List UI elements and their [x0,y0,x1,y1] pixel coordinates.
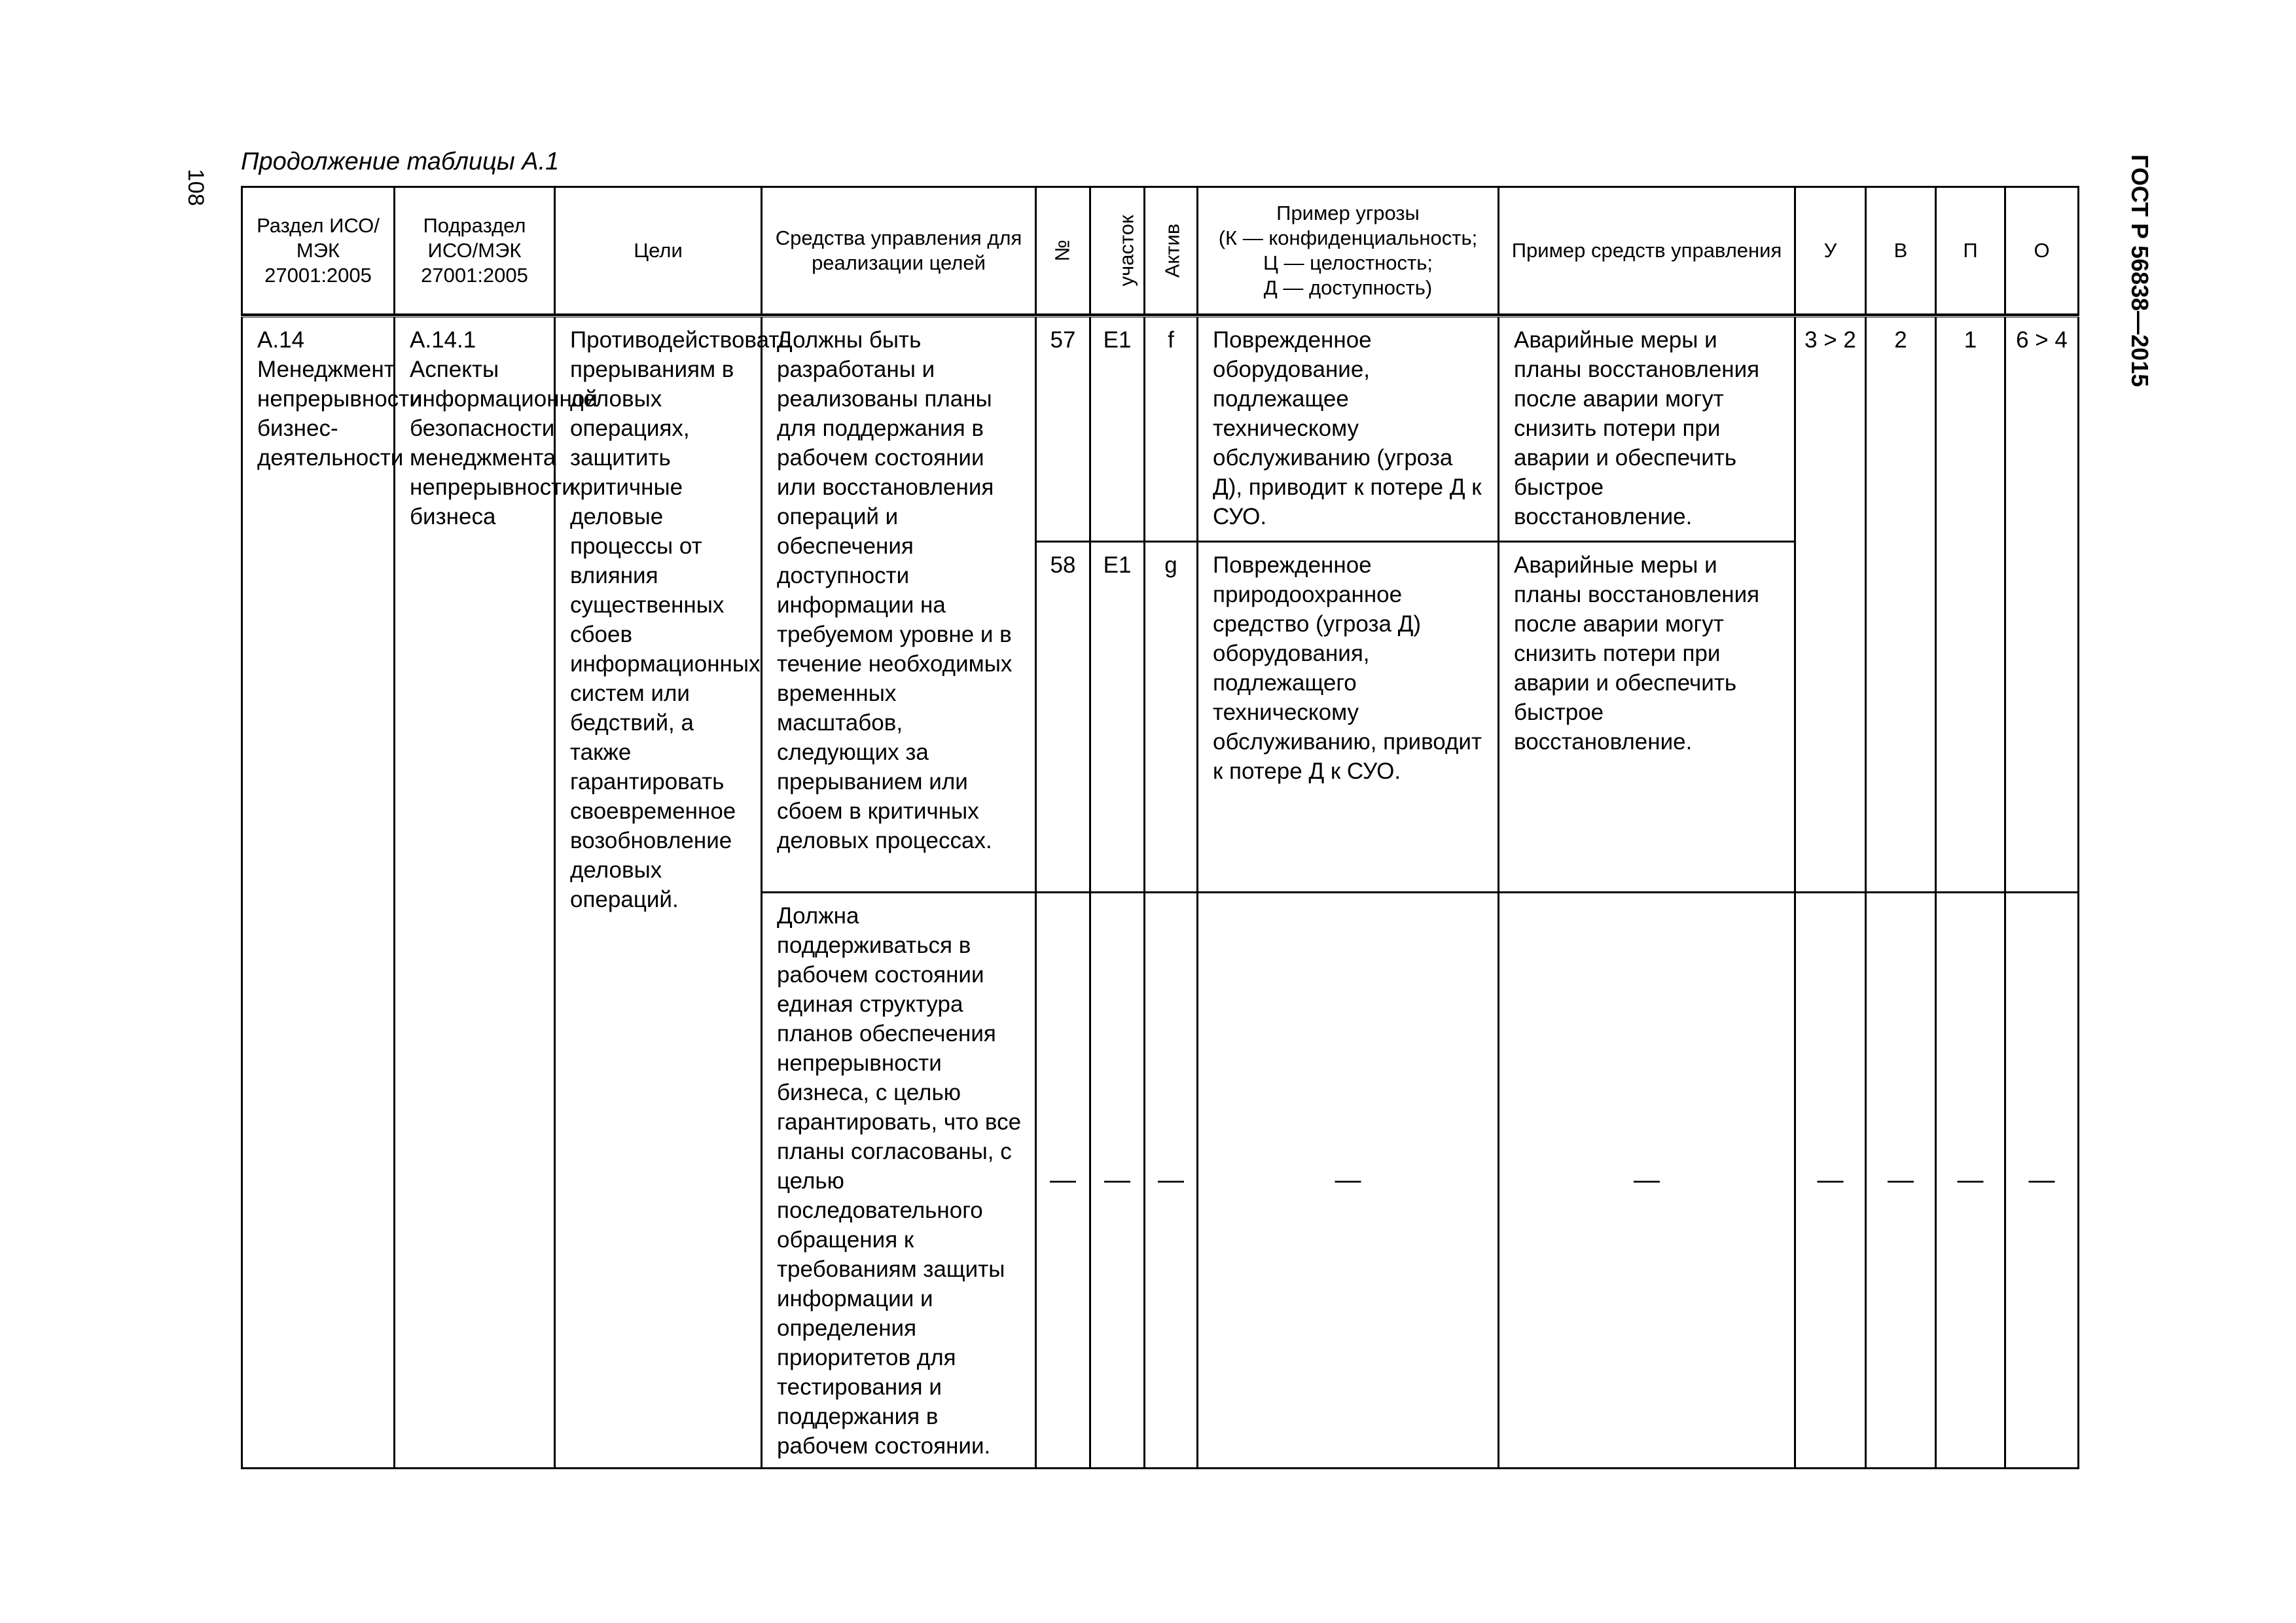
cell-controls-57: Аварийные меры и планы восстановления после аварии могут снизить потери при аварии и обеспечить быстрое восстановление. [1499,317,1795,542]
cell-dash: — [1090,893,1145,1469]
cell-u: 3 > 2 [1795,317,1866,893]
document-code: ГОСТ Р 56838—2015 [2126,154,2153,387]
header-number: № [1036,187,1090,315]
cell-means-2: Должна поддерживаться в рабочем состоянии единая структура планов обеспечения непрерывности бизнеса, с целью гарантировать, что все планы согласованы, с целью последовательного обращения к требованиям защиты информации и определения приоритетов для тестирования и поддержания в рабочем состоянии. [762,893,1036,1469]
header-p: П [1936,187,2005,315]
header-asset: Актив [1145,187,1198,315]
table-caption: Продолжение таблицы А.1 [241,148,560,175]
cell-p: 1 [1936,317,2005,893]
controls-table [241,186,2079,1469]
cell-area-58: E1 [1090,542,1145,893]
cell-dash: — [1036,893,1090,1469]
cell-o: 6 > 4 [2005,317,2079,893]
cell-asset-57: f [1145,317,1198,542]
cell-goals: Противодействовать прерываниям в деловых операциях, защитить критичные деловые процессы от влияния существенных сбоев информационных систем или бедствий, а также гарантировать своевременное возобновление деловых операций. [555,317,762,1469]
header-area: участок [1090,187,1145,315]
header-goals: Цели [555,187,762,315]
cell-number-58: 58 [1036,542,1090,893]
table-row [242,317,2079,542]
header-v: В [1866,187,1936,315]
cell-threat-57: Поврежденное оборудование, подлежащее техническому обслуживанию (угроза Д), приводит к потере Д к СУО. [1198,317,1499,542]
cell-dash: — [1795,893,1866,1469]
cell-dash: — [1499,893,1795,1469]
header-threat: Пример угрозы (К — конфиденциальность; Ц — целостность; Д — доступность) [1198,187,1499,315]
cell-controls-58: Аварийные меры и планы восстановления после аварии могут снизить потери при аварии и обеспечить быстрое восстановление. [1499,542,1795,893]
cell-area-57: E1 [1090,317,1145,542]
cell-v: 2 [1866,317,1936,893]
header-o: О [2005,187,2079,315]
header-controls: Пример средств управления [1499,187,1795,315]
cell-dash: — [1145,893,1198,1469]
cell-asset-58: g [1145,542,1198,893]
header-section: Раздел ИСО/МЭК 27001:2005 [242,187,395,315]
cell-subsection: А.14.1 Аспекты информационной безопасности менеджмента непрерывности бизнеса [395,317,555,1469]
header-row [242,187,2079,315]
cell-dash: — [2005,893,2079,1469]
cell-threat-58: Поврежденное природоохранное средство (угроза Д) оборудования, подлежащего техническому обслуживанию, приводит к потере Д к СУО. [1198,542,1499,893]
header-u: У [1795,187,1866,315]
page-number: 108 [183,169,208,206]
header-means: Средства управления для реализации целей [762,187,1036,315]
cell-dash: — [1866,893,1936,1469]
cell-dash: — [1936,893,2005,1469]
cell-means-1: Должны быть разработаны и реализованы планы для поддержания в рабочем состоянии или восстановления операций и обеспечения доступности информации на требуемом уровне и в течение необходимых временных масштабов, следующих за прерыванием или сбоем в критичных деловых процессах. [762,317,1036,893]
cell-dash: — [1198,893,1499,1469]
cell-section: А.14 Менеджмент непрерывности бизнес-деятельности [242,317,395,1469]
header-subsection: Подраздел ИСО/МЭК 27001:2005 [395,187,555,315]
cell-number-57: 57 [1036,317,1090,542]
